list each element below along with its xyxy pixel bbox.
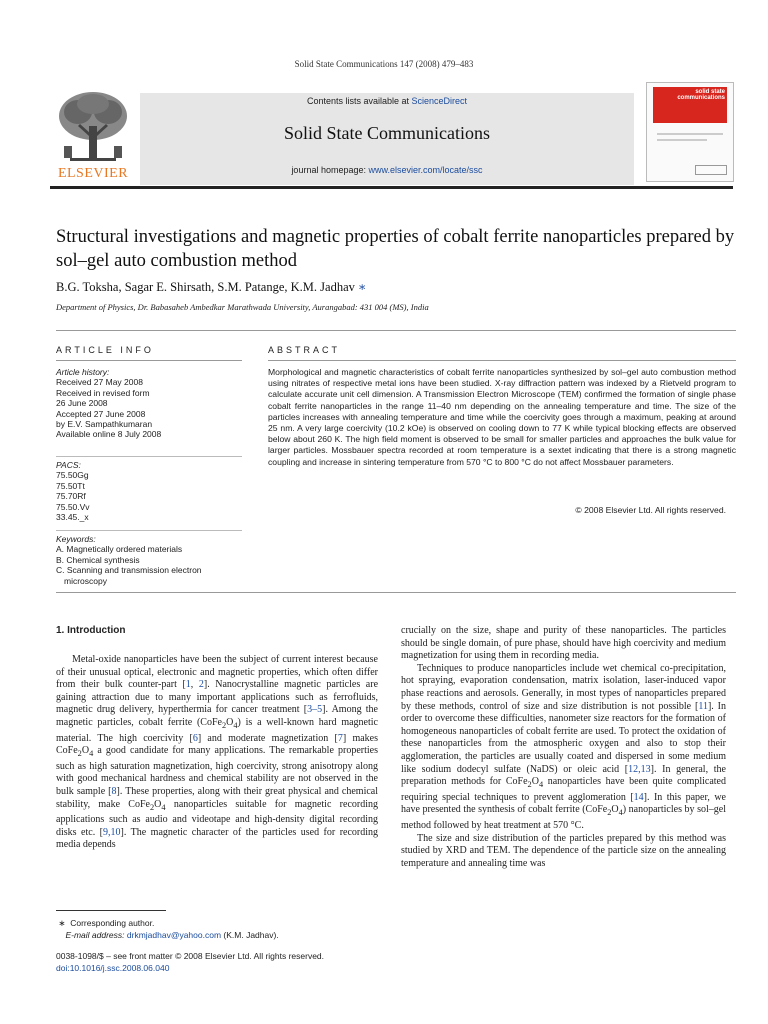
history-line: Received 27 May 2008 xyxy=(56,377,143,388)
email-link[interactable]: drkmjadhav@yahoo.com xyxy=(126,930,222,940)
divider xyxy=(268,360,736,361)
reference-link[interactable]: 1 xyxy=(185,679,191,691)
homepage-line xyxy=(140,165,634,175)
history-line: by E.V. Sampathkumaran xyxy=(56,419,153,430)
divider xyxy=(56,360,242,361)
keyword: microscopy xyxy=(64,575,107,586)
homepage-prefix: journal homepage: xyxy=(291,165,369,175)
pacs-code: 75.50Gg xyxy=(56,470,89,481)
article-title: Structural investigations and magnetic properties of cobalt ferrite nanoparticles prepared by sol–gel auto combustion method xyxy=(56,227,735,271)
contents-prefix: Contents lists available at xyxy=(306,96,412,106)
pacs-codes xyxy=(56,460,242,522)
left-column xyxy=(56,654,378,852)
intro-paragraph: Metal-oxide nanoparticles have been the subject of current interest because of their unusual optical, electronic and magnetic properties, which often differ from their bulk counter-part [1, 2]. Nanocrystalline magnetic particles are gaining attraction due to many important applications such as ferrofluids, magnetic drug delivery, hyperthermia for cancer treatment [3–5]. Among the magnetic particles, cobalt ferrite $(CoFe_2O_4)$ is a well-known hard magnetic material. The high coercivity [6] and moderate magnetization [7] makes $CoFe_2O_4$ a good candidate for many applications. The remarkable properties such as high saturation magnetization, high coercivity, strong anisotropy along with good mechanical hardness and chemical stability are not observed in the bulk sample [8]. These properties, along with their great physical and chemical stability, make $CoFe_2O_4$ nanoparticles suitable for magnetic recording applications such as audio and videotape and high-density digital recording disks etc. [9,10]. The magnetic character of the particles used for recording media depends xyxy=(56,654,379,851)
corresponding-author-mark[interactable]: ∗ xyxy=(358,280,367,294)
keywords-label: Keywords: xyxy=(56,534,96,544)
article-info-heading: ARTICLE INFO xyxy=(56,345,154,355)
right-column xyxy=(401,625,726,870)
history-label: Article history: xyxy=(56,367,110,377)
cover-publisher-mark xyxy=(695,165,727,175)
keyword: B. Chemical synthesis xyxy=(56,554,140,565)
elsevier-wordmark: ELSEVIER xyxy=(57,166,129,181)
pacs-code: 75.50.Vv xyxy=(56,501,90,512)
journal-cover-thumbnail xyxy=(646,82,734,182)
doi-link[interactable]: doi:10.1016/j.ssc.2008.06.040 xyxy=(56,963,170,973)
divider xyxy=(56,456,242,457)
history-line: Available online 8 July 2008 xyxy=(56,429,162,440)
abstract-heading: ABSTRACT xyxy=(268,345,341,355)
journal-citation: Solid State Communications 147 (2008) 479–483 xyxy=(294,59,474,69)
abstract-text: Morphological and magnetic characteristics of cobalt ferrite nanoparticles synthesized by sol–gel auto combustion method using nitrates of respective metal ions have been studied. X-ray diffraction pattern was indexed by a Rietveld program to calculate accurate unit cell dimension. A Transmission Electron Microscope (TEM) confirmed the formation of single phase cobalt ferrite nanoparticles in the range 11–40 nm depending on the annealing temperature and time. The size of the particles increases with annealing temperature and time while the coercivity goes through a maximum, peaking at around 25 nm. A very large coercivity (10.2 kOe) is observed on cooling down to 77 K while typical blocking effects are observed below about 260 K. The high field moment is observed to be small for smaller particles and approaches the bulk value for larger particles. Mossbauer spectra recorded at room temperature is a sextet indicating that there is a strong magnetic coupling and increase in sintering temperature from 570 °C to 800 °C do not affect Mossbauer parameters. xyxy=(268,367,736,467)
author-list xyxy=(56,279,736,295)
keywords xyxy=(56,534,242,586)
history-line: Received in revised form xyxy=(56,387,150,398)
divider xyxy=(56,592,736,593)
keyword: A. Magnetically ordered materials xyxy=(56,544,183,555)
intro-paragraph: Techniques to produce nanoparticles include wet chemical co-precipitation, hot spraying, evaporation condensation, matrix isolation, laser-induced vapor phase reactions and aerosols. Generally, in most types of nanoparticles prepared by these methods, control of size and size distribution is not possible [11]. In order to overcome these difficulties, nanometer size reactors for the formation of homogeneous nanoparticles of cobalt ferrite are used. To protect the oxidation of these nanoparticles from the atmospheric oxygen and also to stop their agglomeration, the particles are usually coated and dispersed in some medium like sodium dodecyl sulfate (NaDS) or oleic acid [12,13]. In general, the preparation methods for $CoFe_2O_4$ nanoparticles have been quite complicated requiring special techniques to prevent agglomeration [14]. In this paper, we have presented the synthesis of cobalt ferrite $(CoFe_2O_4)$ nanoparticles by sol–gel method followed by heat treatment at 570 °C. xyxy=(401,662,726,831)
reference-link[interactable]: 3–5 xyxy=(307,704,323,716)
intro-paragraph: crucially on the size, shape and purity of these nanoparticles. The particles should be single domain, of pure phase, should have high coercivity and medium magnetization for using them in recording media. xyxy=(401,625,726,662)
divider xyxy=(56,530,242,531)
history-line: Accepted 27 June 2008 xyxy=(56,408,146,419)
reference-link[interactable]: 2 xyxy=(198,679,204,691)
reference-link[interactable]: 12,13 xyxy=(628,763,651,775)
footnote xyxy=(56,917,378,941)
reference-link[interactable]: 14 xyxy=(633,791,644,803)
reference-link[interactable]: 7 xyxy=(337,732,343,744)
cover-line xyxy=(657,139,707,141)
reference-link[interactable]: 8 xyxy=(111,785,117,797)
copyright-notice: © 2008 Elsevier Ltd. All rights reserved. xyxy=(575,505,726,515)
corresponding-author-note: ∗ Corresponding author. xyxy=(58,918,155,928)
reference-link[interactable]: 6 xyxy=(192,732,198,744)
article-history xyxy=(56,367,242,440)
reference-link[interactable]: 9,10 xyxy=(103,826,121,838)
pacs-code: 33.45._x xyxy=(56,512,89,523)
introduction-heading: 1. Introduction xyxy=(56,625,126,636)
journal-title: Solid State Communications xyxy=(284,123,490,143)
front-matter xyxy=(56,950,378,974)
header-rule xyxy=(50,186,733,189)
affiliation: Department of Physics, Dr. Babasaheb Ambedkar Marathwada University, Aurangabad: 431 004 (MS), India xyxy=(56,302,429,312)
intro-paragraph: The size and size distribution of the particles prepared by this method was studied by XRD and TEM. The dependence of the particle size on the annealing temperature and annealing time was xyxy=(401,832,726,869)
keyword: C. Scanning and transmission electron xyxy=(56,565,202,576)
homepage-link[interactable]: www.elsevier.com/locate/ssc xyxy=(368,165,483,175)
authors: B.G. Toksha, Sagar E. Shirsath, S.M. Patange, K.M. Jadhav xyxy=(56,280,355,294)
issn-line: 0038-1098/$ – see front matter © 2008 Elsevier Ltd. All rights reserved. xyxy=(56,951,325,961)
contents-line xyxy=(140,96,634,106)
sciencedirect-link[interactable]: ScienceDirect xyxy=(411,96,468,106)
reference-link[interactable]: 11 xyxy=(698,700,708,712)
cover-title: solid state communications xyxy=(677,89,725,101)
pacs-label: PACS: xyxy=(56,460,81,470)
cover-line xyxy=(657,133,723,135)
pacs-code: 75.70Rf xyxy=(56,491,86,502)
history-line: 26 June 2008 xyxy=(56,398,108,409)
pacs-code: 75.50Tt xyxy=(56,480,85,491)
divider xyxy=(56,330,736,331)
footnote-rule xyxy=(56,910,166,911)
email-note: E-mail address: drkmjadhav@yahoo.com (K.M. Jadhav). xyxy=(65,930,279,940)
